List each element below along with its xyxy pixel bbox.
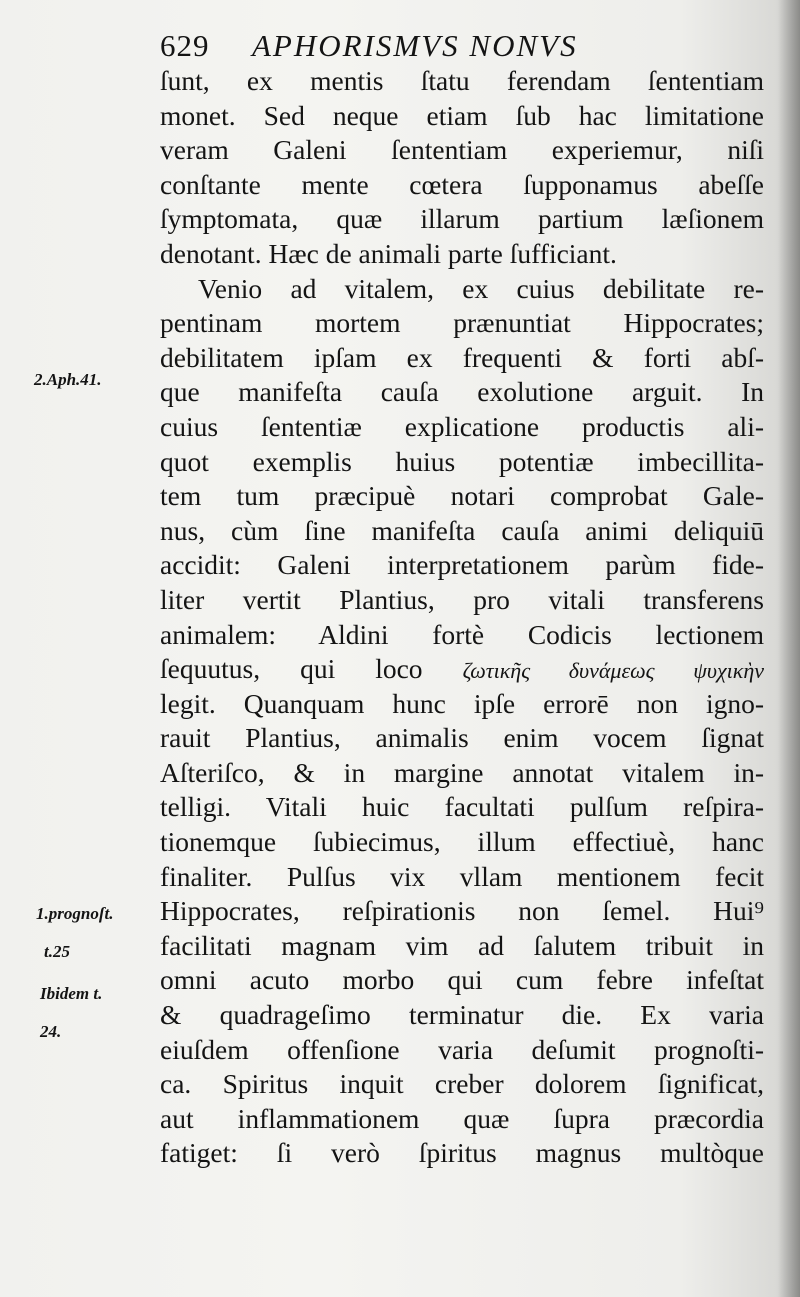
text-line-content: Venio ad vitalem, ex cuius debilitate re- xyxy=(198,272,764,304)
text-line-content: pentinam mortem prænuntiat Hippocrates; xyxy=(160,307,764,339)
text-line-content: telligi. Vitali huic facultati pulſum reſpira- xyxy=(160,791,764,823)
text-line-content: Aſteriſco, & in margine annotat vitalem in- xyxy=(160,756,764,788)
text-line-content: omni acuto morbo qui cum febre infeſtat xyxy=(160,964,764,996)
text-line-content: ſunt, ex mentis ſtatu ferendam ſententiam xyxy=(160,65,764,96)
text-line-content: liter vertit Plantius, pro vitali transferens xyxy=(160,583,764,615)
text-line xyxy=(160,410,764,445)
text-line-content: accidit: Galeni interpretationem parùm fide- xyxy=(160,549,764,581)
text-line-content: ca. Spiritus inquit creber dolorem ſignificat, xyxy=(160,1068,764,1100)
margin-note-aph-41: 2.Aph.41. xyxy=(34,370,102,389)
text-line xyxy=(160,514,764,549)
text-line xyxy=(160,479,764,514)
text-line xyxy=(160,99,764,134)
text-line-content: facilitati magnam vim ad ſalutem tribuit in xyxy=(160,929,764,961)
greek-phrase: ζωτικῆς δυνάμεως ψυχικὴν xyxy=(462,658,765,684)
text-line-content: aut inflammationem quæ ſupra præcordia xyxy=(160,1102,764,1134)
margin-note-ibidem: Ibidem t. xyxy=(40,984,103,1003)
text-line-content: debilitatem ipſam ex frequenti & forti abſ- xyxy=(160,341,764,373)
text-line-content: cuius ſententiæ explicatione productis ali- xyxy=(160,410,764,442)
text-line xyxy=(160,202,764,237)
text-line xyxy=(160,1102,764,1137)
text-line-content: que manifeſta cauſa exolutione arguit. In xyxy=(160,376,764,408)
text-line xyxy=(160,652,764,687)
text-line xyxy=(160,860,764,895)
body-text xyxy=(160,64,764,1171)
text-line xyxy=(160,583,764,618)
text-line-content: fatiget: ſi verò ſpiritus magnus multòque xyxy=(160,1137,764,1169)
text-line xyxy=(160,929,764,964)
text-line xyxy=(160,445,764,480)
text-line xyxy=(160,1033,764,1068)
page-number: 629 xyxy=(160,28,210,63)
text-line xyxy=(160,687,764,722)
text-line xyxy=(160,375,764,410)
text-line-content: tem tum præcipuè notari comprobat Gale- xyxy=(160,480,764,512)
text-line-content: ſequutus, qui loco xyxy=(160,653,423,685)
text-line-content: eiuſdem offenſione varia deſumit prognoſti- xyxy=(160,1033,764,1065)
text-line-content: denotant. Hæc de animali parte ſufficiant. xyxy=(160,237,617,269)
running-title: APHORISMVS NONVS xyxy=(252,28,578,63)
text-line xyxy=(160,237,764,272)
text-line-content: tionemque ſubiecimus, illum effectiuè, hanc xyxy=(160,826,764,858)
text-line xyxy=(160,341,764,376)
text-line xyxy=(160,133,764,168)
text-line-content: conſtante mente cœtera ſupponamus abeſſe xyxy=(160,168,764,200)
text-line xyxy=(160,825,764,860)
text-line-content: animalem: Aldini fortè Codicis lectionem xyxy=(160,618,764,650)
text-line-content: nus, cùm ſine manifeſta cauſa animi deliquiū xyxy=(160,514,764,546)
text-line xyxy=(160,548,764,583)
text-line xyxy=(160,306,764,341)
text-line xyxy=(160,272,764,307)
text-line-content: Hippocrates, reſpirationis non ſemel. Hui⁹ xyxy=(160,895,764,927)
text-line xyxy=(160,1136,764,1171)
text-line xyxy=(160,894,764,929)
text-line xyxy=(160,618,764,653)
margin-note-prognost: 1.prognoſt. xyxy=(36,904,114,923)
text-line xyxy=(160,64,764,99)
text-line xyxy=(160,721,764,756)
text-line-content: finaliter. Pulſus vix vllam mentionem fecit xyxy=(160,860,764,892)
text-line xyxy=(160,756,764,791)
text-line xyxy=(160,1067,764,1102)
text-line-content: & quadrageſimo terminatur die. Ex varia xyxy=(160,999,764,1031)
text-line-content: ſymptomata, quæ illarum partium læſionem xyxy=(160,203,764,235)
text-line xyxy=(160,963,764,998)
text-line-content: legit. Quanquam hunc ipſe errorē non igno- xyxy=(160,687,764,719)
margin-note-t25: t.25 xyxy=(44,942,70,961)
margin-note-24: 24. xyxy=(40,1022,62,1041)
text-line xyxy=(160,998,764,1033)
text-line-content: rauit Plantius, animalis enim vocem ſignat xyxy=(160,722,764,754)
text-line-content: veram Galeni ſententiam experiemur, niſi xyxy=(160,134,764,166)
text-line xyxy=(160,790,764,825)
text-line-content: monet. Sed neque etiam ſub hac limitatione xyxy=(160,99,764,131)
text-line-content: quot exemplis huius potentiæ imbecillita- xyxy=(160,445,764,477)
text-line xyxy=(160,168,764,203)
